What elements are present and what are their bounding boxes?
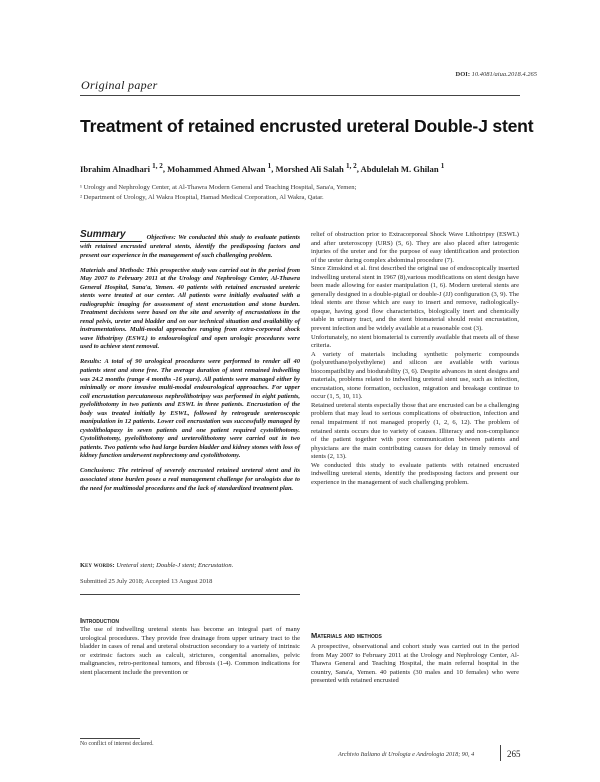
submission-dates: Submitted 25 July 2018; Accepted 13 August 2018 <box>80 578 213 585</box>
right-para-3: Unfortunately, no stent biomaterial is currently available that meets all of these criteria. <box>311 333 519 350</box>
doi-label: DOI: <box>455 71 470 78</box>
affiliation-2: ² Department of Urology, Al Wakra Hospital, Hamad Medical Corporation, Al Wakra, Qatar. <box>80 194 324 201</box>
affiliation-1: ¹ Urology and Nephrology Center, at Al-Thawra Modern General and Teaching Hospital, Sana'a, Yemen; <box>80 184 357 191</box>
summary-section <box>80 228 300 500</box>
right-para-6: We conducted this study to evaluate patients with retained encrusted indwelling ureteral stents, identify the predisposing factors and present our experience in the management of such challenging problem. <box>311 461 519 486</box>
doi-value[interactable]: 10.4081/aiua.2018.4.265 <box>471 71 537 78</box>
right-para-5: Retained ureteral stents especially those that are encrusted can be a challenging problem that may lead to serious complications of obstruction, infection and renal impairment if not managed properly (1, 2, 6, 12). The problem of retained stents occurs due to variety of causes. Illiteracy and non-compliance of the patient together with poor communication between patients and physicians are the main contributing causes for delay in timely removal of stents (2, 13). <box>311 401 519 461</box>
header-rule <box>80 95 520 96</box>
abstract-objectives: Objectives: We conducted this study to evaluate patients with retained encrusted ureteral stents, identify the predisposing factors and present our experience in the management of such challenging problem. <box>80 234 300 259</box>
summary-bottom-rule <box>80 594 300 595</box>
footnote-rule <box>80 738 140 739</box>
methods-heading: Materials and methods <box>311 631 382 640</box>
right-para-4: A variety of materials including synthetic polymeric compounds (polyurethane/polyethylene) and silicon are available with various biocompatibility and biodurability (3, 6). Despite advances in stent designs and materials, problems related to indwelling ureteral stent use, such as infection, encrustation, stone formation, occlusion, migration and breakage continue to occur (1, 5, 10, 11). <box>311 350 519 401</box>
methods-text: A prospective, observational and cohort study was carried out in the period from May 2007 to February 2011 at the Urology and Nephrology Center, Al-Thawra General and Teaching Hospital, the main referral hospital in the country, Sana'a, Yemen. 40 patients (30 males and 10 females) who were presented with retained encrusted <box>311 643 519 685</box>
journal-citation: Archivio Italiano di Urologia e Andrologia 2018; 90, 4 <box>338 751 475 758</box>
introduction-heading: Introduction <box>80 616 120 625</box>
page-number-divider <box>500 745 501 761</box>
summary-heading: Summary <box>80 228 142 242</box>
article-title: Treatment of retained encrusted ureteral Double-J stent <box>80 116 534 136</box>
abstract-body <box>80 234 300 493</box>
keywords-line <box>80 562 300 569</box>
author-list: Ibrahim Alnadhari $^{1, 2}$, Mohammed Ahmed Alwan $^1$, Morshed Ali Salah $^{1, 2}$, Abdulelah M. Ghilan $^1$ <box>80 162 445 174</box>
abstract-conclusions: Conclusions: The retrieval of severely encrusted retained ureteral stent and its associated stone burden poses a real management challenge for urologists due to the need for multimodal procedures and the lack of standardized treatment plan. <box>80 467 300 492</box>
doi-line <box>456 71 537 78</box>
section-label: Original paper <box>81 78 158 92</box>
right-para-2: Since Zimskind et al. first described the original use of endoscopically inserted indwelling ureteral stent in 1967 (8),various modifications on stent design have been made allowing for easier manipulation (1, 6). Modern ureteral stents are generally designed in a double-pigtail or double-J (JJ) configuration (3, 9). The ideal stents are those which are easy to insert and remove, radiologically-opaque, having good flow characteristics, biologically inert and chemically stable in urinary tract, and the stent biomaterial should resist encrustation, prevent infection and be widely available at a reasonable cost (3). <box>311 265 519 333</box>
introduction-text: The use of indwelling ureteral stents has become an integral part of many urological procedures. They provide free drainage from upper urinary tract to the bladder in cases of renal and ureteral obstruction secondary to a variety of intrinsic or extrinsic factors such as calculi, strictures, congenital anomalies, pelvic malignancies, retro-peritoneal tumors, and fibrosis (1-4). Common indications for stent placement include the prevention or <box>80 626 300 676</box>
conflict-footnote: No conflict of interest declared. <box>80 741 154 747</box>
right-column-body <box>311 231 519 487</box>
keywords-label: Key words: <box>80 562 115 569</box>
page-number: 265 <box>507 749 521 759</box>
abstract-methods: Materials and Methods: This prospective study was carried out in the period from May 2007 to February 2011 at the Urology and Nephrology Center, Al-Thawra General Hospital, Sana'a, Yemen. 40 patients with retained encrusted ureteric stents were treated at our center. All patients were initially evaluated with a radiographic imaging for assessment of stent encrustation and stone burden. Treatment decisions were based on the site and severity of encrustations in the renal pelvis, ureter and bladder and on our technical situation and availability of instrumentations. Multi-modal approaches ranging from extra-corporeal shock wave lithotripsy (ESWL) to endourological and open urologic procedures were used to achieve stent removal. <box>80 266 300 351</box>
right-para-1: relief of obstruction prior to Extracorporeal Shock Wave Lithotripsy (ESWL) and after ureteroscopy (URS) (5, 6). They are also placed after iatrogenic injuries of the ureter and for the purpose of easy identification and protection of the ureter during complex abdominal procedure (7). <box>311 231 519 264</box>
keywords-text: Ureteral stent; Double-J stent; Encrustation. <box>116 562 234 569</box>
abstract-results: Results: A total of 90 urological procedures were performed to render all 40 patients stent and stone free. The average duration of stent remained indwelling was 24.2 months (range 4 months -16 years). All patients were managed either by minimally or more invasive multi-modal endourological approaches. For upper coil encrustation percutaneous nephrolithotripsy was performed in eight patients, pyelolithotomy in two patients and ESWL in three patients. Encrustation of the body was treated initially by ESWL, followed by retrograde ureteroscopic manipulation in 12 patients. Lower coil encrustation was successfully managed by cystolitholapaxy in seven patients and one patient required cystolithotomy. Cystolithotomy, pyelolithotomy and ureterolithotomy were carried out in two patients. Two patients who had large burden bladder and kidney stones with loss of kidney function underwent nephrectomy and cystolithotomy. <box>80 358 300 460</box>
